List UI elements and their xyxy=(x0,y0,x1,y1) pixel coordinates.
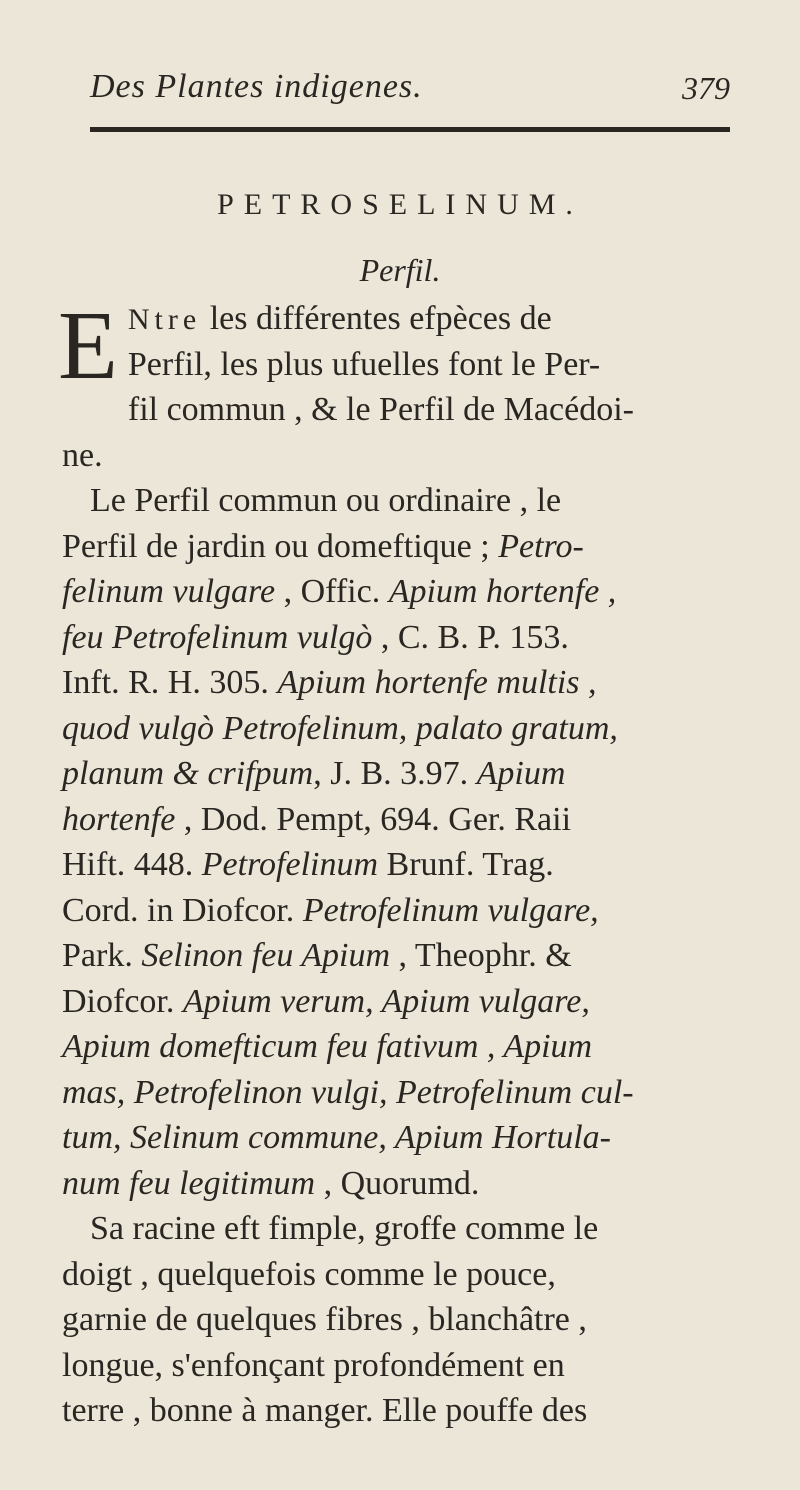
italic-span: tum, Selinum commune, Apium Hortula- xyxy=(62,1119,611,1156)
page-number: 379 xyxy=(682,70,730,106)
text-line xyxy=(62,933,742,979)
body-text xyxy=(58,292,742,1434)
text-line xyxy=(62,569,742,615)
italic-span: Apium domefticum feu fativum , Apium xyxy=(62,1028,593,1065)
text-line xyxy=(62,1161,742,1207)
italic-span: Apium hortenfe multis , xyxy=(277,664,597,701)
italic-span: Selinon feu Apium xyxy=(141,937,391,974)
text-line xyxy=(62,979,742,1025)
text-line: terre , bonne à manger. Elle pouffe des xyxy=(62,1392,588,1429)
running-head xyxy=(90,68,730,112)
italic-span: Petrofelinum xyxy=(201,846,379,883)
text-line xyxy=(62,842,742,888)
italic-span: Petrofelinum vulgare, xyxy=(302,891,599,929)
text-span: , J. B. 3.97. xyxy=(313,755,477,792)
text-span: , Dod. Pempt, 694. Ger. Raii xyxy=(175,800,572,838)
text-line xyxy=(62,1070,742,1116)
text-line xyxy=(62,751,742,797)
text-line: garnie de quelques fibres , blanchâtre , xyxy=(62,1301,587,1338)
text-span: , C. B. P. 153. xyxy=(372,618,569,656)
italic-span: Apium verum, Apium vulgare, xyxy=(182,982,590,1020)
text-line: longue, s'enfonçant profondément en xyxy=(62,1346,565,1384)
header-rule xyxy=(90,127,730,132)
drop-capital: E xyxy=(58,292,118,400)
text-span: Hift. 448. xyxy=(62,846,202,883)
text-span: Park. xyxy=(62,937,142,974)
italic-span: Apium xyxy=(476,755,566,792)
text-span: Diofcor. xyxy=(62,982,183,1020)
running-title: Des Plantes indigenes. xyxy=(90,68,423,105)
text-span: , Quorumd. xyxy=(315,1164,480,1202)
text-line xyxy=(62,706,742,752)
paragraph-3 xyxy=(62,1206,742,1434)
text-span: Cord. in Diofcor. xyxy=(62,891,303,929)
text-line: Sa racine eft fimple, groffe comme le xyxy=(90,1210,599,1247)
text-span: Perfil de jardin ou domeftique ; xyxy=(62,527,499,565)
text-span: les différentes efpèces de xyxy=(201,300,552,337)
section-title: PETROSELINUM. xyxy=(217,188,583,221)
text-line xyxy=(62,660,742,706)
small-caps-word: Ntre xyxy=(127,303,202,336)
text-line xyxy=(62,888,742,934)
italic-span: felinum vulgare xyxy=(62,573,276,610)
text-line xyxy=(62,1115,742,1161)
italic-span: quod vulgò Petrofelinum, palato gratum, xyxy=(62,709,618,747)
paragraph-1 xyxy=(58,292,742,478)
text-line: Perfil, les plus ufuelles font le Per- xyxy=(127,345,601,383)
paragraph-2 xyxy=(62,478,742,1206)
text-line xyxy=(62,1024,742,1070)
italic-span: Petro- xyxy=(498,527,584,565)
text-span: Inft. R. H. 305. xyxy=(62,664,278,701)
section-subtitle: Perfil. xyxy=(359,252,441,288)
text-span: , Theophr. & xyxy=(390,937,572,974)
text-span: , Offic. xyxy=(275,573,389,610)
italic-span: hortenfe xyxy=(62,800,176,838)
text-line xyxy=(62,615,742,661)
text-line xyxy=(62,797,742,843)
text-line: fil commun , & le Perfil de Macédoi- xyxy=(127,391,634,428)
italic-span: mas, Petrofelinon vulgi, Petrofelinum cul- xyxy=(62,1073,634,1111)
italic-span: Apium hortenfe , xyxy=(388,573,617,610)
text-line: doigt , quelquefois comme le pouce, xyxy=(62,1255,556,1293)
italic-span: num feu legitimum xyxy=(62,1164,316,1202)
text-line xyxy=(62,524,742,570)
italic-span: feu Petrofelinum vulgò xyxy=(62,618,373,656)
italic-span: planum & crifpum xyxy=(62,755,314,792)
text-line: ne. xyxy=(62,436,103,474)
text-span: Brunf. Trag. xyxy=(378,846,554,883)
text-line xyxy=(62,296,742,342)
text-line: Le Perfil commun ou ordinaire , le xyxy=(90,482,562,519)
